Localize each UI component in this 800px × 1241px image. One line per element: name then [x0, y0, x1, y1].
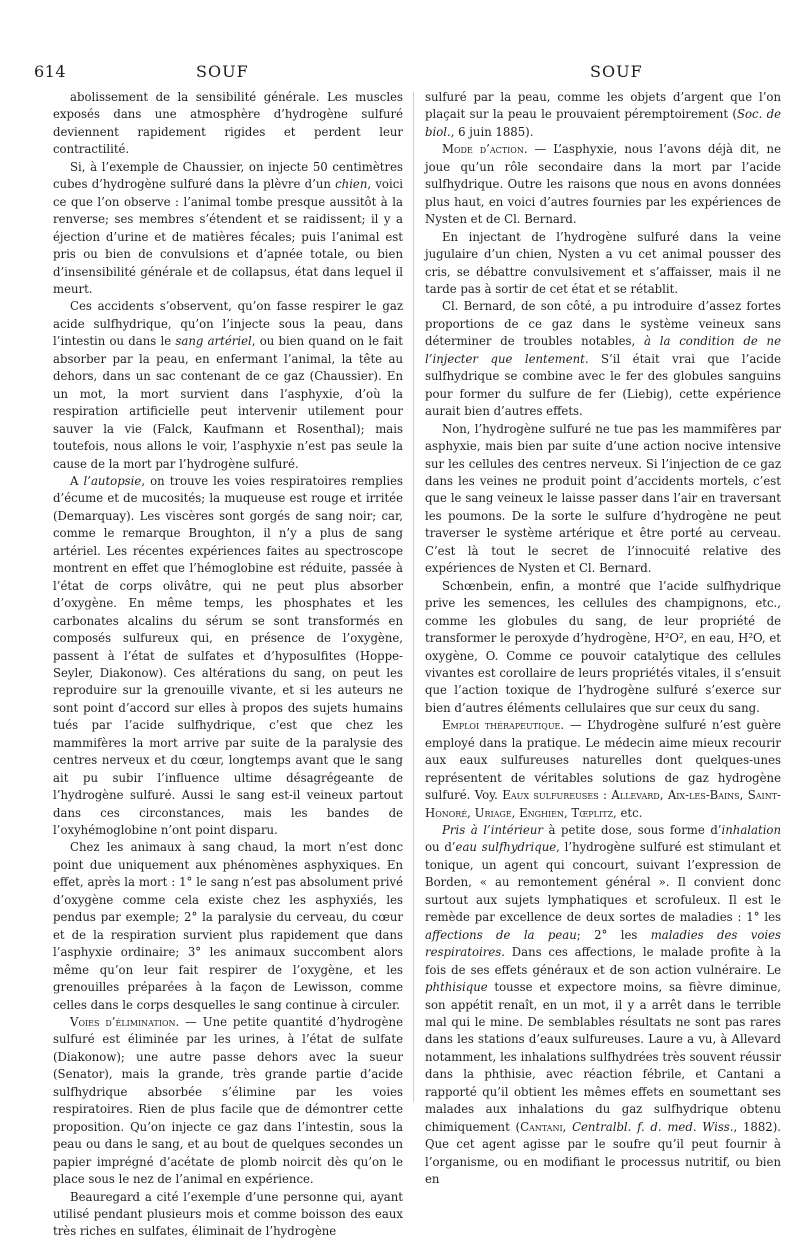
italic-text: affections de la peau	[425, 927, 577, 942]
paragraph	[53, 473, 403, 840]
text-run: — L’asphyxie, nous l’avons déjà dit, ne joue qu’un rôle secondaire dans la mort par l’acide sulfhydrique. Outre les raisons que nous en avons données plus haut, en voici d’autres fournies par les expériences de Nysten et de Cl. Bernard.	[425, 142, 781, 227]
text-run: Beauregard a cité l’exemple d’une personne qui, ayant utilisé pendant plusieurs mois et comme boisson des eaux très riches en sulfates, éliminait de l’hydrogène	[53, 1189, 403, 1239]
paragraph	[53, 839, 403, 1014]
text-run: Chez les animaux à sang chaud, la mort n’est donc point due uniquement aux phénomènes asphyxiques. En effet, après la mort : 1° le sang n’est pas absolument privé d’oxygène comme cela existe chez les asphyxiés, les pendus par exemple; 2° la paralysie du cerveau, du cœur et de la respiration survient plus rapidement que dans l’asphyxie ordinaire; 3° les animaux succombent alors même qu’on leur fait respirer de l’oxygène, et les grenouilles préparées à la façon de Lewisson, comme celles dans le corps desquelles le sang continue à circuler.	[53, 840, 403, 1012]
paragraph	[53, 1189, 403, 1241]
text-run: à petite dose, sous forme d’	[542, 823, 722, 838]
text-run: abolissement de la sensibilité générale. Les muscles exposés dans une atmosphère d’hydrogène sulfuré deviennent rapidement rigides et perdent leur contractilité.	[53, 90, 403, 157]
column-divider	[413, 92, 414, 1102]
text-run: , etc.	[613, 805, 643, 820]
text-run: — Une petite quantité d’hydrogène sulfuré est éliminée par les urines, à l’état de sulfate (Diakonow); une autre passe dehors avec la sueur (Senator), mais la grande, très grande partie d’acide sulfhydrique absorbée s’élimine par les voies respiratoires. Rien de plus facile que de démontrer cette proposition. Qu’on injecte ce gaz dans l’intestin, sous la peau ou dans le sang, et au bout de quelques secondes un papier imprégné d’acétate de plomb noircit dès qu’on le place sous le nez de l’animal en expérience.	[53, 1015, 403, 1187]
paragraph	[425, 421, 781, 578]
text-run: sulfuré par la peau, comme les objets d’argent que l’on plaçait sur la peau le prouvaient péremptoirement (	[425, 90, 781, 122]
paragraph	[53, 159, 403, 299]
italic-text: l’autopsie	[83, 473, 142, 488]
text-run: Ces accidents s’observent, qu’on fasse respirer le gaz acide sulfhydrique, qu’on l’injecte sous la peau, dans l’intestin ou dans le	[53, 299, 403, 349]
paragraph	[425, 89, 781, 141]
small-caps-text: Mode d’action.	[442, 142, 528, 157]
italic-text: Pris à l’intérieur	[442, 823, 543, 838]
italic-text: Centralbl. f. d. med. Wiss.	[572, 1119, 734, 1134]
italic-text: chien	[335, 177, 368, 192]
text-run: Cl. Bernard, de son côté, a pu introduire d’assez fortes proportions de ce gaz dans le système veineux sans déterminer de troubles notables,	[425, 299, 781, 349]
text-run: — L’hydrogène sulfuré n’est guère employé dans la pratique. Le médecin aime mieux recourir aux eaux sulfureuses naturelles dont quelques-unes représentent de véritables solutions de gaz hydrogène sulfuré. Voy.	[425, 718, 781, 803]
page-number: 614	[34, 62, 67, 81]
italic-text: sang artériel	[175, 334, 252, 349]
italic-text: Soc. de biol.	[425, 107, 781, 139]
italic-text: à la condition de ne l’injecter que lentement	[425, 334, 781, 366]
italic-text: eau sulfhydrique	[455, 840, 557, 855]
paragraph	[425, 229, 781, 299]
text-run: , on trouve les voies respiratoires remplies d’écume et de mucosités; la muqueuse est rouge et irritée (Demarquay). Les viscères sont gorgés de sang noir; car, comme le remarque Broughton, il n’y a plus de sang artériel. Les récentes expériences faites au spectroscope montrent en effet que l’hémoglobine est réduite, passée à l’état de corps olivâtre, qui ne peut plus absorber d’oxygène. En même temps, les phosphates et les carbonates alcalins du sérum se sont transformés en composés sulfureux qui, en présence de l’oxygène, passent à l’état de sulfates et d’hyposulfites (Hoppe-Seyler, Diakonow). Ces altérations du sang, on peut les reproduire sur la grenouille vivante, et si les auteurs ne sont point d’accord sur elles à propos des sujets humains tués par l’acide sulfhydrique, c’est que chez les mammifères la mort arrive par suite de la paralysie des centres nerveux et du cœur, longtemps avant que le sang ait pu subir l’influence ultime désagrégeante de l’hydrogène sulfuré. Aussi le sang est-il veineux partout dans ces circonstances, mais les bandes de l’oxyhémoglobine n’ont point disparu.	[53, 473, 404, 838]
text-run: , 1882). Que cet agent agisse par le soufre qu’il peut fournir à l’organisme, ou en modifiant le processus nutritif, ou bien en	[425, 1119, 781, 1187]
text-run: , ou bien quand on le fait absorber par la peau, en enfermant l’animal, la tête au dehors, dans un sac contenant de ce gaz (Chaussier). En un mot, la mort survient dans l’asphyxie, d’où la respiration artificielle peut intervenir utilement pour sauver la vie (Falck, Kaufmann et Rosenthal); mais toutefois, nous allons le voir, l’asphyxie n’est pas seule la cause de la mort par l’hydrogène sulfuré.	[53, 334, 403, 471]
text-run: ou d’	[425, 840, 456, 855]
text-run: ,	[562, 1119, 573, 1134]
paragraph	[425, 822, 781, 1189]
text-run: A	[70, 473, 84, 488]
italic-text: maladies des voies respiratoires	[425, 927, 782, 960]
running-head-left: SOUF	[196, 62, 249, 81]
text-run: Schœnbein, enfin, a montré que l’acide sulfhydrique prive les semences, les cellules des champignons, etc., comme les globules du sang, de leur propriété de transformer le peroxyde d’hydrogène, H²O², en eau, H²O, et oxygène, O. Comme ce pouvoir catalytique des cellules vivantes est corollaire de leurs propriétés vitales, il s’ensuit que l’action toxique de l’hydrogène sulfuré s’exerce sur bien d’autres éléments cellulaires que sur ceux du sang.	[425, 578, 781, 715]
paragraph	[53, 89, 403, 159]
small-caps-text: Voies d’élimination.	[70, 1015, 180, 1030]
text-run: tousse et expectore moins, sa fièvre diminue, son appétit renaît, en un mot, il y a arrêt dans le terrible mal qui le mine. De semblables résultats ne sont pas rares dans les stations d’eaux sulfureuses. Laure a vu, à Allevard notamment, les inhalations sulfhydrées très souvent réussir dans la phthisie, avec réaction fébrile, et Cantani a rapporté qu’il obtient les mêmes effets en soumettant ses malades aux inhalations du gaz sulfhydrique obtenu chimiquement (	[425, 980, 781, 1134]
small-caps-text: Emploi thérapeutique.	[442, 718, 565, 733]
paragraph	[425, 298, 781, 420]
text-run: , voici ce que l’on observe : l’animal tombe presque aussitôt à la renverse; ses membres s’étendent et se raidissent; il y a éjection d’urine et de matières fécales; puis l’animal est pris ou bien de convulsions et d’apnée totale, ou bien d’insensibilité générale et de collapsus, état dans lequel il meurt.	[53, 177, 403, 296]
italic-text: phthisique	[425, 980, 488, 995]
paragraph	[53, 298, 403, 473]
small-caps-text: Cantani	[520, 1119, 563, 1134]
text-run: , 6 juin 1885).	[450, 124, 534, 139]
paragraph	[53, 1014, 403, 1189]
paragraph	[425, 578, 781, 718]
paragraph	[425, 141, 781, 228]
paragraph	[425, 717, 781, 822]
running-head-right: SOUF	[590, 62, 643, 81]
small-caps-text: Eaux sulfureuses : Allevard, Aix-les-Bains, Saint-Honoré, Uriage, Enghien, Tœplitz	[425, 788, 781, 820]
right-column	[425, 89, 781, 1189]
text-run: . S’il était vrai que l’acide sulfhydrique se combine avec le fer des globules sanguins pour former du sulfure de fer (Liebig), cette expérience aurait bien d’autres effets.	[425, 351, 781, 419]
text-run: . Dans ces affections, le malade profite à la fois de ses effets généraux et de son action vulnéraire. Le	[425, 945, 781, 977]
text-run: En injectant de l’hydrogène sulfuré dans la veine jugulaire d’un chien, Nysten a vu cet animal pousser des cris, se débattre convulsivement et s’affaisser, mais il ne tarde pas à sortir de cet état et se rétablit.	[425, 229, 781, 296]
text-run: Si, à l’exemple de Chaussier, on injecte 50 centimètres cubes d’hydrogène sulfuré dans la plèvre d’un	[53, 159, 403, 192]
text-run: Non, l’hydrogène sulfuré ne tue pas les mammifères par asphyxie, mais bien par suite d’une action nocive intensive sur les cellules des centres nerveux. Si l’injection de ce gaz dans les veines ne produit point d’accidents mortels, c’est que le sang veineux le laisse passer dans l’air en traversant les poumons. De la sorte le sulfure d’hydrogène ne peut traverser le système artérique et être porté au cerveau. C’est là tout le secret de l’innocuité relative des expériences de Nysten et Cl. Bernard.	[425, 421, 781, 576]
text-run: ; 2° les	[576, 927, 651, 942]
italic-text: inhalation	[721, 823, 781, 838]
page-header	[0, 62, 800, 86]
left-column	[53, 89, 403, 1241]
text-run: , l’hydrogène sulfuré est stimulant et tonique, un agent qui concourt, suivant l’expression de Borden, « au remontement général ». Il convient donc surtout aux sujets lymphatiques et scrofuleux. Il est le remède par excellence de deux sortes de maladies : 1° les	[425, 840, 782, 925]
